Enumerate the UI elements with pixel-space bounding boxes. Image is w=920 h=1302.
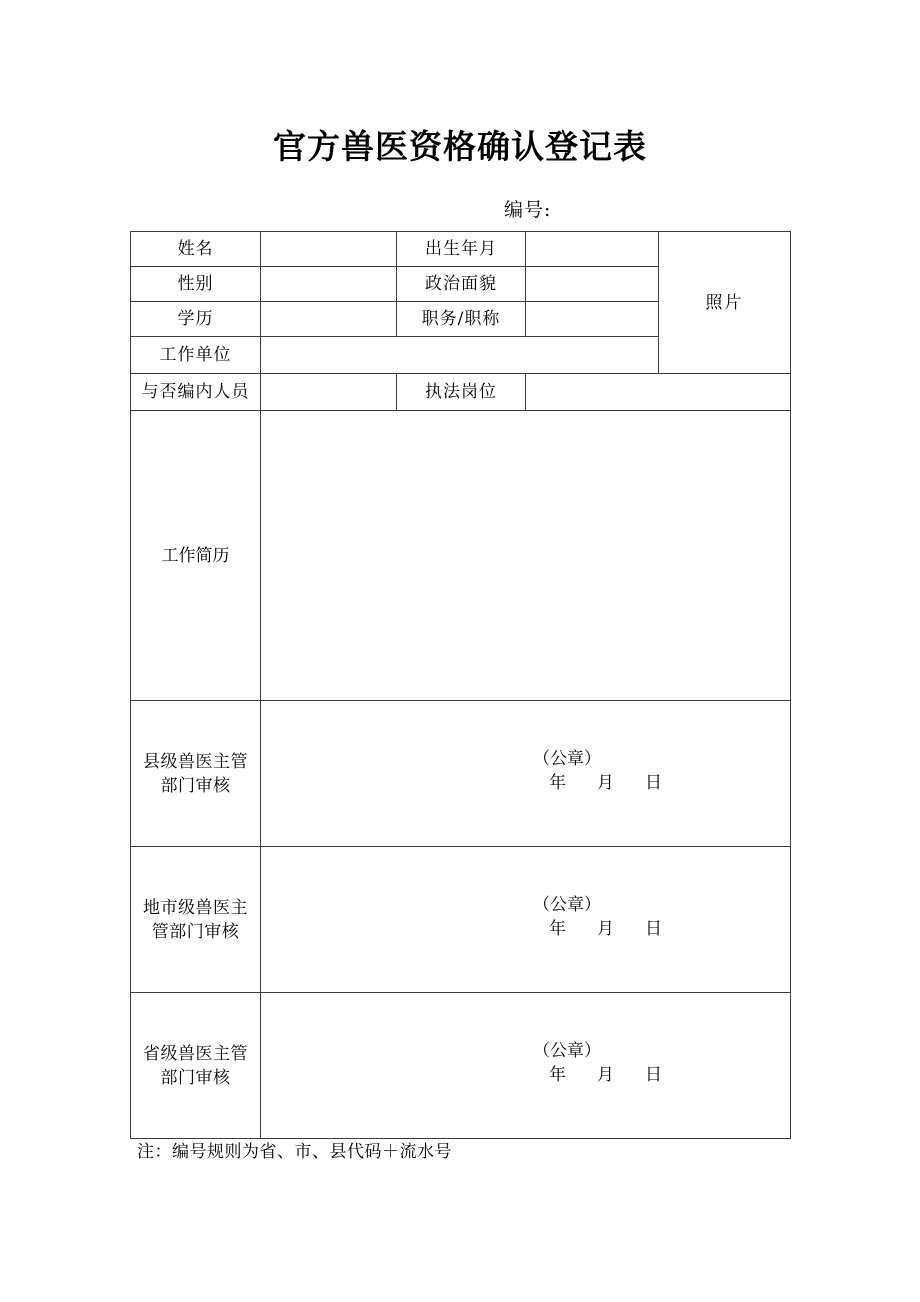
date-year-label: 年 bbox=[549, 1064, 567, 1085]
review-label-line1: 省级兽医主管 bbox=[143, 1043, 248, 1064]
footnote-text: 注：编号规则为省、市、县代码＋流水号 bbox=[137, 1142, 452, 1162]
field-label-enforcement-post: 执法岗位 bbox=[397, 374, 526, 411]
date-year-label: 年 bbox=[549, 918, 567, 939]
field-value-birthdate[interactable] bbox=[526, 232, 659, 267]
field-value-position-title[interactable] bbox=[526, 302, 659, 337]
table-row bbox=[131, 411, 791, 701]
page-title: 官方兽医资格确认登记表 bbox=[273, 127, 647, 166]
photo-placeholder-cell[interactable]: 照片 bbox=[659, 232, 791, 374]
date-line-county bbox=[549, 771, 790, 795]
table-row bbox=[131, 701, 791, 847]
review-label-county bbox=[131, 701, 261, 847]
field-value-gender[interactable] bbox=[261, 267, 397, 302]
date-month-label: 月 bbox=[597, 772, 615, 793]
field-value-education[interactable] bbox=[261, 302, 397, 337]
field-label-name: 姓名 bbox=[131, 232, 261, 267]
date-line-city bbox=[549, 917, 790, 941]
date-year-label: 年 bbox=[549, 772, 567, 793]
review-label-line1: 县级兽医主管 bbox=[143, 751, 248, 772]
field-value-enforcement-post[interactable] bbox=[526, 374, 791, 411]
date-line-province bbox=[549, 1063, 790, 1087]
field-label-gender: 性别 bbox=[131, 267, 261, 302]
field-label-political-status: 政治面貌 bbox=[397, 267, 526, 302]
field-label-work-resume: 工作简历 bbox=[131, 411, 261, 701]
field-value-work-unit[interactable] bbox=[261, 337, 659, 374]
field-label-work-unit: 工作单位 bbox=[131, 337, 261, 374]
table-row bbox=[131, 232, 791, 267]
field-label-position-title: 职务/职称 bbox=[397, 302, 526, 337]
field-label-education: 学历 bbox=[131, 302, 261, 337]
official-seal-label: （公章） bbox=[533, 894, 601, 915]
date-month-label: 月 bbox=[597, 918, 615, 939]
date-day-label: 日 bbox=[645, 1064, 663, 1085]
review-label-line2: 部门审核 bbox=[160, 775, 231, 796]
table-row bbox=[131, 847, 791, 993]
official-seal-label: （公章） bbox=[533, 1040, 601, 1061]
stamp-block-province bbox=[261, 1039, 790, 1093]
review-label-city bbox=[131, 847, 261, 993]
review-value-province[interactable] bbox=[261, 993, 791, 1139]
stamp-block-county bbox=[261, 747, 790, 801]
date-day-label: 日 bbox=[645, 918, 663, 939]
review-label-line2: 部门审核 bbox=[160, 1067, 231, 1088]
review-label-province bbox=[131, 993, 261, 1139]
field-value-name[interactable] bbox=[261, 232, 397, 267]
official-seal-label: （公章） bbox=[533, 748, 601, 769]
field-label-birthdate: 出生年月 bbox=[397, 232, 526, 267]
review-label-line2: 管部门审核 bbox=[151, 921, 240, 942]
review-label-line1: 地市级兽医主 bbox=[143, 897, 248, 918]
review-value-city[interactable] bbox=[261, 847, 791, 993]
registration-form-table bbox=[130, 231, 791, 1139]
field-value-political-status[interactable] bbox=[526, 267, 659, 302]
serial-number-label: 编号: bbox=[504, 199, 552, 221]
date-day-label: 日 bbox=[645, 772, 663, 793]
date-month-label: 月 bbox=[597, 1064, 615, 1085]
table-row bbox=[131, 374, 791, 411]
stamp-block-city bbox=[261, 893, 790, 947]
review-value-county[interactable] bbox=[261, 701, 791, 847]
table-row bbox=[131, 993, 791, 1139]
field-value-staff-status[interactable] bbox=[261, 374, 397, 411]
field-label-staff-status: 与否编内人员 bbox=[131, 374, 261, 411]
field-value-work-resume[interactable] bbox=[261, 411, 791, 701]
